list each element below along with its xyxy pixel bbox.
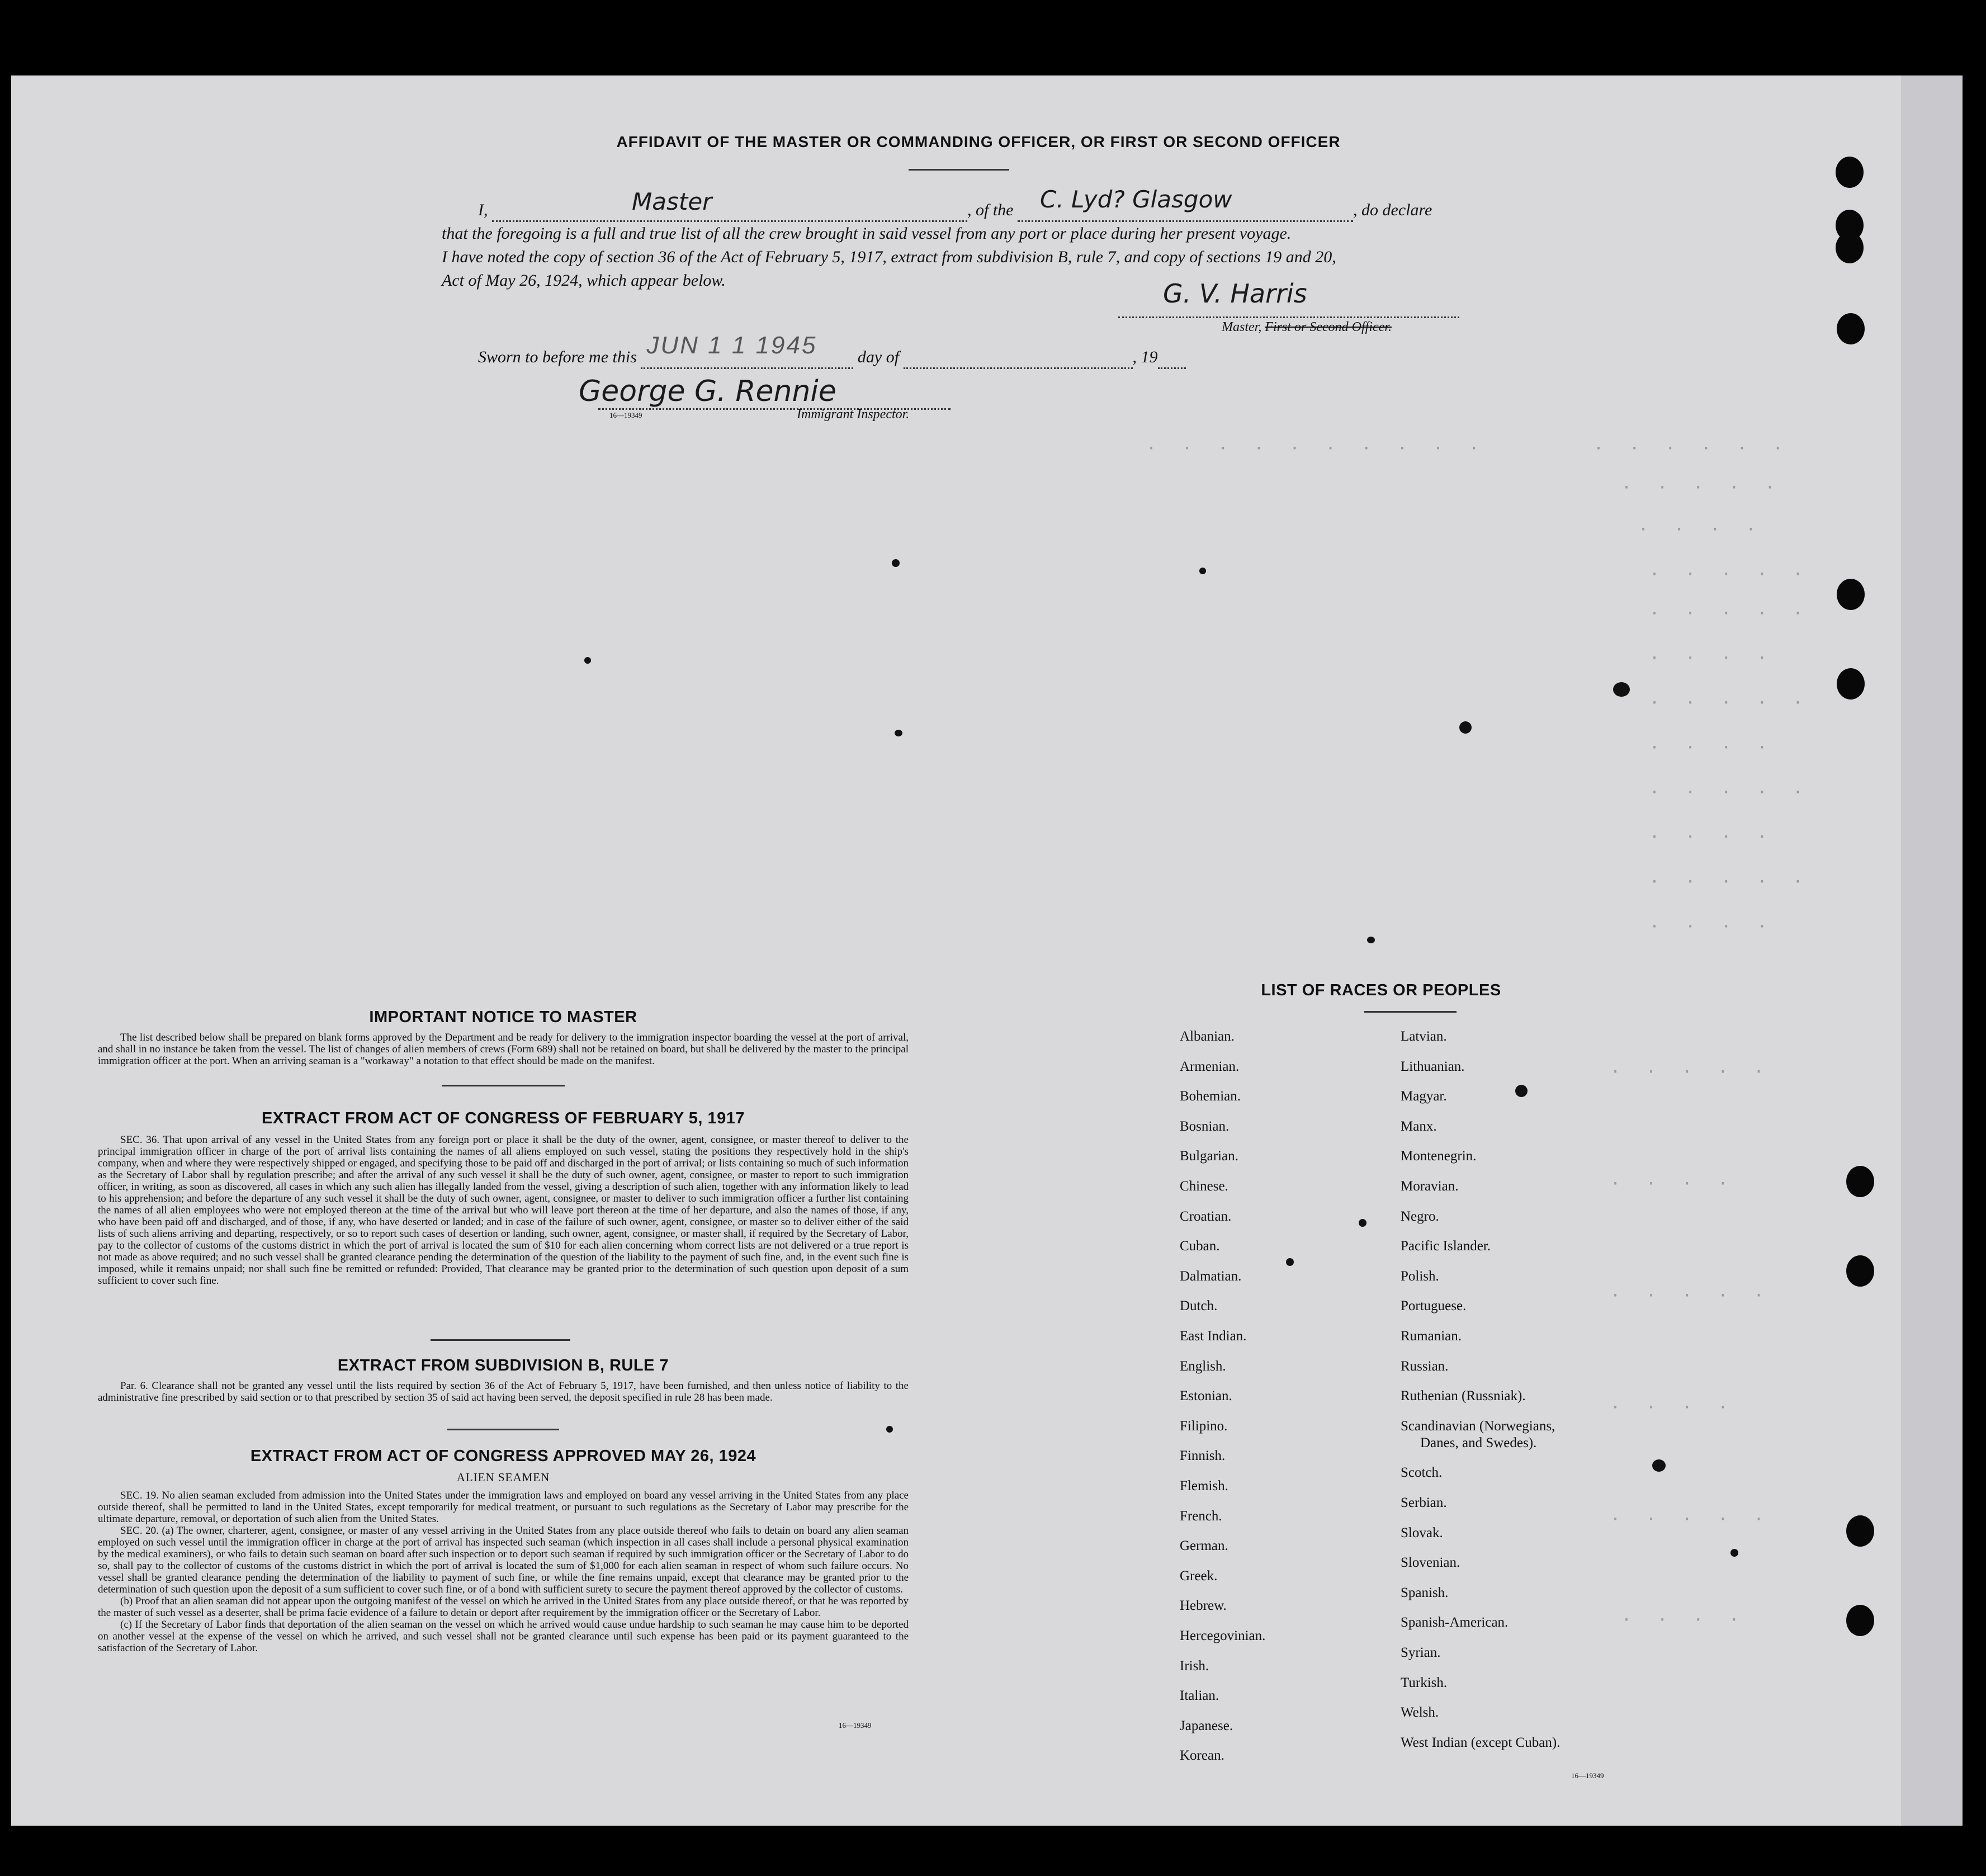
race-item: Spanish-American. (1401, 1615, 1509, 1631)
bleed-through: · · · · · (1621, 478, 1783, 498)
ink-speck (1359, 1219, 1366, 1227)
race-item: Croatian. (1180, 1208, 1232, 1224)
vessel-field[interactable] (1018, 186, 1353, 222)
race-item: Rumanian. (1401, 1329, 1462, 1344)
race-item: Polish. (1401, 1268, 1439, 1284)
punch-hole (1846, 1515, 1874, 1547)
race-item: Negro. (1401, 1208, 1439, 1224)
bleed-through: · · · · (1610, 1174, 1736, 1194)
inspector-label: Immigrant Inspector. (797, 407, 910, 422)
race-item: Portuguese. (1401, 1298, 1467, 1314)
race-item: German. (1180, 1538, 1228, 1554)
punch-hole (1846, 1605, 1874, 1636)
date-stamp: JUN 1 1 1945 (646, 332, 817, 359)
bleed-through: · · · · (1621, 1610, 1747, 1630)
notice-title: IMPORTANT NOTICE TO MASTER (369, 1008, 637, 1026)
bleed-through: · · · · · (1649, 693, 1811, 713)
subdivision-b-title: EXTRACT FROM SUBDIVISION B, RULE 7 (337, 1357, 669, 1374)
year-label: , 19 (1132, 348, 1158, 366)
section-20a-paragraph: SEC. 20. (a) The owner, charterer, agent, consignee, or master of any vessel arriving in the United States from any place outside thereof who fails to detain on board any alien seaman employed on such vessel until the immigration officer in charge at the port of arrival has inspected such seaman (which inspection in all cases shall include a personal physical examination by the medical examiners), or who fails to detain such seaman on board after such inspection or to deport such seaman if required by such immigration officer or the Secretary of Labor to do so, shall pay to the collector of customs of the customs district in which the port of arrival is located the sum of $1,000 for each alien seaman in respect of whom such failure occurs. No vessel shall be granted clearance pending the determination of the liability to payment of such fine, or while the fine remains unpaid, except that clearance may be granted prior to the determination of such question upon the deposit of a sum sufficient to cover such fine, or of a bond with sufficient surety to secure the payment thereof approved by the collector of customs. (98, 1525, 909, 1595)
race-item: Scandinavian (Norwegians, (1401, 1418, 1555, 1434)
race-item: Turkish. (1401, 1675, 1448, 1690)
race-item: Slovenian. (1401, 1555, 1460, 1571)
bleed-through: · · · · · (1649, 604, 1811, 623)
races-title: LIST OF RACES OR PEOPLES (1261, 981, 1501, 999)
race-item: Scotch. (1401, 1465, 1443, 1481)
race-item: Slovak. (1401, 1525, 1443, 1541)
affidavit-line-3: I have noted the copy of section 36 of the Act of February 5, 1917, extract from subdivision B, rule 7, and copy of sections 19 and 20, (442, 248, 1336, 266)
day-of-label: day of (857, 348, 900, 366)
ink-speck (1286, 1258, 1294, 1266)
race-item: Finnish. (1180, 1448, 1226, 1464)
race-item: Moravian. (1401, 1179, 1459, 1194)
master-role-label: Master, (1222, 320, 1262, 334)
race-item: Spanish. (1401, 1585, 1449, 1600)
bleed-through: · · · · · (1610, 1510, 1772, 1529)
race-item: Magyar. (1401, 1089, 1447, 1104)
race-item: Pacific Islander. (1401, 1239, 1491, 1254)
notice-body (98, 1032, 909, 1067)
i-label: I, (478, 201, 488, 219)
race-item: West Indian (except Cuban). (1401, 1735, 1561, 1750)
race-item: French. (1180, 1508, 1222, 1524)
extract-1917-rule (431, 1339, 570, 1341)
race-item: Dalmatian. (1180, 1268, 1242, 1284)
ink-speck (584, 657, 591, 664)
race-item: Russian. (1401, 1358, 1449, 1374)
race-item: Bohemian. (1180, 1089, 1241, 1104)
sworn-label: Sworn to before me this (478, 348, 637, 366)
punch-hole (1837, 668, 1865, 700)
race-item: Korean. (1180, 1748, 1224, 1764)
ink-speck (1199, 568, 1206, 574)
section-19-paragraph: SEC. 19. No alien seaman excluded from admission into the United States under the immigration laws and employed on board any vessel arriving in the United States from any place outside thereof, shall be permitted to land in the United States, except temporarily for medical treatment, or pursuant to such regulations as the Secretary of Labor may prescribe for the ultimate departure, removal, or deportation of such alien from the United States. (98, 1490, 909, 1525)
races-rule (1364, 1011, 1457, 1013)
paragraph-6: Par. 6. Clearance shall not be granted any vessel until the lists required by section 36 of the Act of February 5, 1917, have been furnished, and then unless notice of liability to the administrative fine prescribed by said section or to that prescribed by section 35 of said act having been served, the deposit specified in rule 28 has been made. (98, 1380, 909, 1404)
punch-hole (1837, 579, 1865, 610)
subdivision-b-rule (447, 1429, 559, 1430)
punch-hole (1836, 157, 1864, 188)
race-item: Armenian. (1180, 1059, 1240, 1074)
race-item: Hebrew. (1180, 1598, 1227, 1614)
year-field[interactable] (1158, 347, 1186, 369)
master-handwriting: Master (632, 188, 712, 215)
bleed-through: · · · · (1649, 649, 1775, 668)
sworn-line (478, 332, 1261, 369)
affidavit-line-2: that the foregoing is a full and true list of all the crew brought in said vessel from any port or place during her present voyage. (442, 224, 1292, 243)
race-item: Manx. (1401, 1118, 1437, 1134)
race-item: Chinese. (1180, 1179, 1228, 1194)
race-item: Greek. (1180, 1568, 1218, 1584)
form-number: 16—19349 (609, 411, 642, 419)
section-20c-paragraph: (c) If the Secretary of Labor finds that deportation of the alien seaman on the vessel on which he arrived would cause undue hardship to such seaman he may cause him to be deported on another vessel at the expense of the vessel on which he arrived, and such vessel shall not be granted clearance until such expense has been paid or its payment guaranteed to the satisfaction of the Secretary of Labor. (98, 1619, 909, 1654)
alien-seamen-subtitle: ALIEN SEAMEN (456, 1471, 550, 1484)
punch-hole (1846, 1255, 1874, 1287)
race-item: Dutch. (1180, 1298, 1218, 1314)
extract-1924-title: EXTRACT FROM ACT OF CONGRESS APPROVED MAY 26, 1924 (250, 1447, 756, 1465)
race-item: Serbian. (1401, 1495, 1447, 1510)
affidavit-title: AFFIDAVIT OF THE MASTER OR COMMANDING OFFICER, OR FIRST OR SECOND OFFICER (616, 133, 1341, 150)
master-field[interactable] (492, 188, 967, 222)
affidavit-line-1 (478, 186, 1473, 222)
bleed-through: · · · · (1638, 520, 1764, 540)
affidavit-line-4: Act of May 26, 1924, which appear below. (442, 271, 726, 290)
extract-1917-body (98, 1134, 909, 1287)
extract-form-number: 16—19349 (839, 1721, 872, 1729)
race-item: East Indian. (1180, 1329, 1247, 1344)
extract-1924-body (98, 1490, 909, 1654)
race-item: Bulgarian. (1180, 1149, 1238, 1164)
race-item: Italian. (1180, 1688, 1219, 1704)
bleed-through: · · · · · · (1593, 439, 1791, 459)
sworn-date-field[interactable] (641, 332, 853, 369)
ink-speck (1367, 937, 1375, 943)
section-20b-paragraph: (b) Proof that an alien seaman did not appear upon the outgoing manifest of the vessel on which he arrived in the United States from any place outside thereof, or that he was reported by the master of such vessel as a deserter, shall be prima facie evidence of a failure to detain or deport after requirement by the immigration officer or the Secretary of Labor. (98, 1595, 909, 1619)
master-role-struck: First or Second Officer. (1265, 320, 1392, 334)
race-item: Lithuanian. (1401, 1059, 1465, 1074)
race-item: Hercegovinian. (1180, 1628, 1266, 1643)
race-item: Japanese. (1180, 1718, 1233, 1733)
race-item: Bosnian. (1180, 1118, 1230, 1134)
ink-speck (892, 559, 900, 567)
title-rule (909, 169, 1009, 171)
page-edge-strip (1901, 75, 1963, 1826)
race-item: Irish. (1180, 1658, 1209, 1674)
punch-hole (1837, 313, 1865, 344)
race-item: Latvian. (1401, 1029, 1447, 1044)
notice-paragraph: The list described below shall be prepared on blank forms approved by the Department and be ready for delivery to the immigration inspector boarding the vessel at the port of arrival, and shall in no instance be taken from the vessel. The list of changes of alien members of crews (Form 689) shall not be retained on board, but shall be delivered by the master to the principal immigration officer at the port. When an arriving seaman is a "workaway" a notation to that effect should be made on the manifest. (98, 1032, 909, 1067)
ink-speck (1652, 1459, 1666, 1472)
section-36-paragraph: SEC. 36. That upon arrival of any vessel in the United States from any foreign port or place it shall be the duty of the owner, agent, consignee, or master thereof to deliver to the principal immigration officer in charge of the port of arrival lists containing the names of all aliens employed on such vessel, stating the positions they respectively hold in the ship's company, when and where they were respectively shipped or engaged, and specifying those to be paid off and discharged in the port of arrival; or lists containing so much of such information as the Secretary of Labor shall by regulation prescribe; and after the arrival of any such vessel it shall be the duty of such owner, agent, consignee, or master to report to such immigration officer, in writing, as soon as discovered, all cases in which any such alien has illegally landed from the vessel, giving a description of such alien, together with any information likely to lead to his apprehension; and before the departure of any such vessel it shall be the duty of such owner, agent, consignee, or master to deliver to such immigration officer a further list containing the names of all alien employees who were not employed thereon at the time of the arrival but who will leave port thereon at the time of her departure, and also the names of those, if any, who have been paid off and discharged, and of those, if any, who have deserted or landed; and in case of the failure of such owner, agent, consignee, or master so to deliver either of the said lists of such aliens arriving and departing, respectively, or so to report such cases of desertion or landing, such owner, agent, consignee, or master shall, if required by the Secretary of Labor, pay to the collector of customs of the customs district in which the port of arrival is located the sum of $10 for each alien concerning whom correct lists are not delivered or a true report is not made as above required; and no such vessel shall be granted clearance pending the determination of the question of the liability to the payment of such fine, and, in the event such fine is imposed, while it remains unpaid; nor shall such fine be remitted or refunded: Provided, That clearance may be granted prior to the determination of such question upon deposit of a sum sufficient to cover such fine. (98, 1134, 909, 1287)
ink-speck (895, 730, 902, 736)
ink-speck (1515, 1085, 1528, 1097)
subdivision-b-body (98, 1380, 909, 1404)
bleed-through: · · · · (1649, 917, 1775, 937)
notice-rule (442, 1085, 565, 1086)
race-item: Cuban. (1180, 1239, 1220, 1254)
ink-speck (886, 1426, 893, 1433)
race-item: Ruthenian (Russniak). (1401, 1388, 1526, 1404)
race-item: English. (1180, 1358, 1226, 1374)
extract-1917-title: EXTRACT FROM ACT OF CONGRESS OF FEBRUARY 5, 1917 (261, 1109, 745, 1127)
vessel-handwriting: C. Lyd? Glasgow (1040, 186, 1232, 213)
bleed-through: · · · · · (1649, 783, 1811, 802)
ink-speck (1613, 682, 1630, 697)
races-form-number: 16—19349 (1571, 1771, 1604, 1780)
race-item: Flemish. (1180, 1478, 1228, 1494)
race-item: Filipino. (1180, 1418, 1228, 1434)
race-item: Albanian. (1180, 1029, 1235, 1044)
ink-speck (1730, 1549, 1738, 1557)
race-item: Welsh. (1401, 1705, 1439, 1721)
bleed-through: · · · · (1610, 1398, 1736, 1417)
declare-label: , do declare (1353, 201, 1432, 219)
race-item: Montenegrin. (1401, 1149, 1477, 1164)
race-item: Danes, and Swedes). (1420, 1435, 1537, 1450)
of-the-label: , of the (967, 201, 1014, 219)
race-item: Syrian. (1401, 1645, 1441, 1660)
bleed-through: · · · · · (1610, 1286, 1772, 1306)
ink-speck (1459, 721, 1472, 734)
bleed-through: · · · · · · · · · · (1146, 439, 1487, 459)
master-signature: G. V. Harris (1163, 278, 1307, 309)
bleed-through: · · · · · (1610, 1062, 1772, 1082)
punch-hole (1836, 232, 1864, 263)
inspector-signature: George G. Rennie (579, 375, 836, 408)
bleed-through: · · · · · (1649, 565, 1811, 584)
bleed-through: · · · · (1649, 738, 1775, 758)
bleed-through: · · · · (1649, 828, 1775, 847)
master-role (1222, 320, 1392, 335)
race-item: Estonian. (1180, 1388, 1232, 1404)
bleed-through: · · · · · (1649, 872, 1811, 892)
punch-hole (1846, 1166, 1874, 1197)
month-field[interactable] (904, 347, 1133, 369)
